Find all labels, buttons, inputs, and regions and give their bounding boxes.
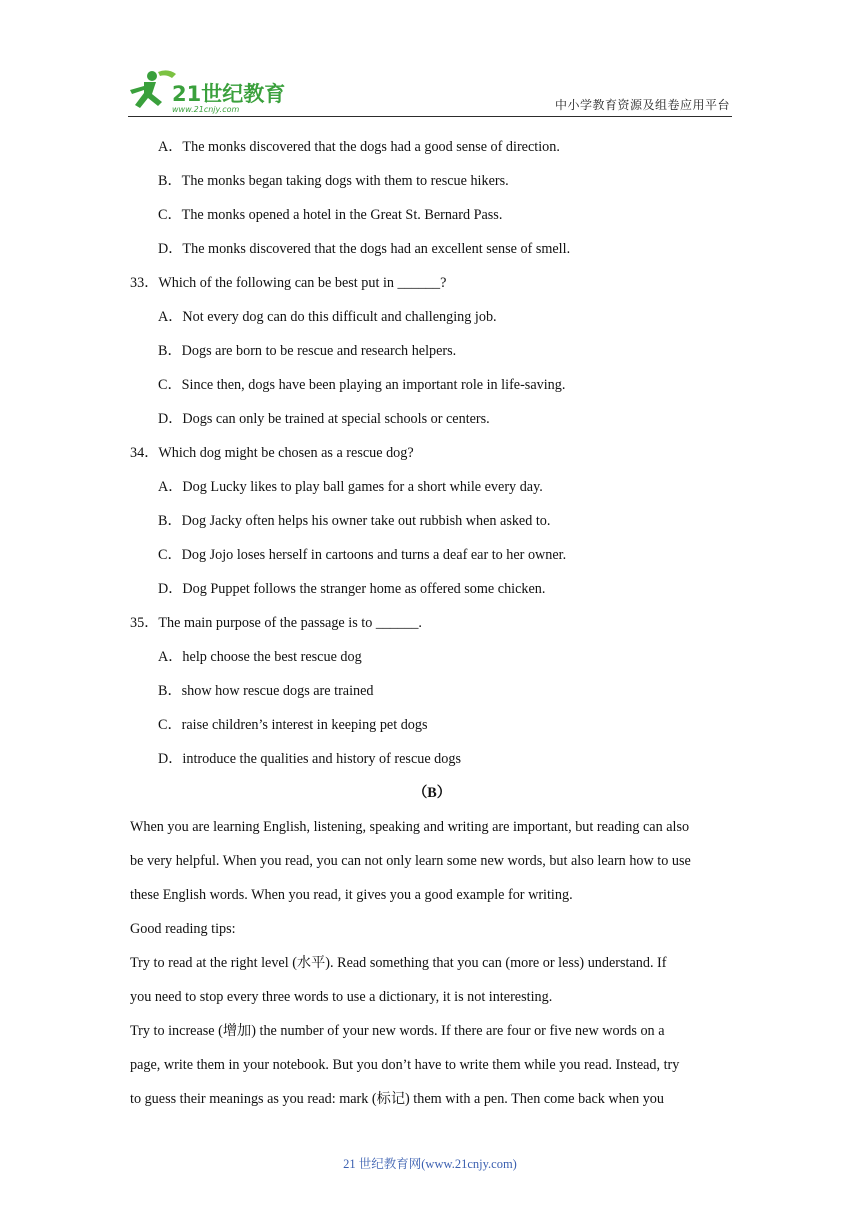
passage-line: page, write them in your notebook. But you don’t have to write them while you read. Instead, try: [130, 1057, 680, 1073]
passage-line: When you are learning English, listening, speaking and writing are important, but reading can also: [130, 819, 690, 835]
passage-line: to guess their meanings as you read: mark (标记) them with a pen. Then come back when you: [130, 1091, 664, 1107]
page-footer: 21 世纪教育网(www.21cnjy.com): [343, 1157, 517, 1171]
logo-url: www.21cnjy.com: [172, 105, 240, 114]
section-b-heading: （B）: [413, 785, 451, 801]
q33-option-a: A．Not every dog can do this difficult and challenging job.: [158, 309, 497, 325]
runner-icon: [130, 71, 162, 108]
q32-option-b: B．The monks began taking dogs with them to rescue hikers.: [158, 173, 509, 189]
q32-option-a: A．The monks discovered that the dogs had a good sense of direction.: [158, 139, 560, 155]
q34-option-d: D．Dog Puppet follows the stranger home as offered some chicken.: [158, 581, 546, 597]
question-34: 34．Which dog might be chosen as a rescue dog?: [130, 445, 414, 461]
q32-option-c: C．The monks opened a hotel in the Great St. Bernard Pass.: [158, 207, 503, 223]
passage-line: be very helpful. When you read, you can not only learn some new words, but also learn how to use: [130, 853, 691, 869]
q35-option-b: B．show how rescue dogs are trained: [158, 683, 374, 699]
question-35: 35．The main purpose of the passage is to ______.: [130, 615, 422, 631]
passage-line: Try to read at the right level (水平). Read something that you can (more or less) understand. If: [130, 955, 667, 971]
page-header: [0, 0, 860, 118]
document-body: [130, 130, 734, 1116]
q34-option-a: A．Dog Lucky likes to play ball games for a short while every day.: [158, 479, 543, 495]
platform-name: 中小学教育资源及组卷应用平台: [554, 98, 730, 112]
logo-title: 21世纪教育: [172, 82, 286, 106]
q33-option-b: B．Dogs are born to be rescue and research helpers.: [158, 343, 457, 359]
passage-line: you need to stop every three words to use a dictionary, it is not interesting.: [130, 989, 553, 1005]
q35-option-d: D．introduce the qualities and history of rescue dogs: [158, 751, 461, 767]
q34-option-b: B．Dog Jacky often helps his owner take out rubbish when asked to.: [158, 513, 551, 529]
site-logo: [122, 66, 292, 116]
passage-line: these English words. When you read, it gives you a good example for writing.: [130, 887, 573, 903]
q33-option-c: C．Since then, dogs have been playing an important role in life-saving.: [158, 377, 566, 393]
passage-line: Good reading tips:: [130, 921, 236, 937]
header-divider: [128, 116, 732, 117]
passage-line: Try to increase (增加) the number of your new words. If there are four or five new words on a: [130, 1023, 665, 1039]
q34-option-c: C．Dog Jojo loses herself in cartoons and turns a deaf ear to her owner.: [158, 547, 567, 563]
q35-option-c: C．raise children’s interest in keeping pet dogs: [158, 717, 428, 733]
q35-option-a: A．help choose the best rescue dog: [158, 649, 362, 665]
q33-option-d: D．Dogs can only be trained at special schools or centers.: [158, 411, 490, 427]
question-33: 33．Which of the following can be best put in ______?: [130, 275, 447, 291]
q32-option-d: D．The monks discovered that the dogs had an excellent sense of smell.: [158, 241, 571, 257]
